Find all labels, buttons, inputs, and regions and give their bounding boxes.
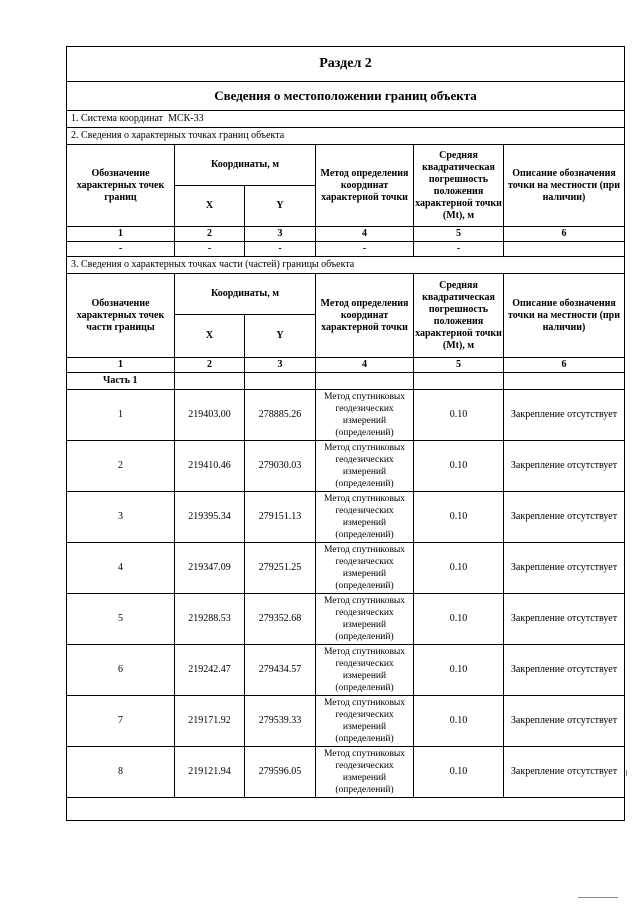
scan-mark (578, 897, 618, 898)
method-cell: Метод спутниковых геодезических измерений (определений) (316, 390, 414, 441)
y-coordinate: 278885.26 (245, 390, 316, 441)
section-title: Раздел 2 (67, 47, 625, 82)
method-cell: Метод спутниковых геодезических измерений (определений) (316, 645, 414, 696)
table1-cell (504, 242, 625, 257)
table2-header-error: Средняя квадратическая погрешность положения характерной точки (Mt), м (414, 274, 504, 358)
column-number: 5 (414, 358, 504, 373)
error-cell: 0.10 (414, 594, 504, 645)
table2-header-method: Метод определения координат характерной точки (316, 274, 414, 358)
column-number: 2 (175, 227, 245, 242)
boundary-table (66, 46, 625, 821)
y-coordinate: 279539.33 (245, 696, 316, 747)
point-number: 7 (67, 696, 175, 747)
column-number: 5 (414, 227, 504, 242)
column-number: 4 (316, 227, 414, 242)
point-number: 1 (67, 390, 175, 441)
column-number: 3 (245, 227, 316, 242)
table1-header-designation: Обозначение характерных точек границ (67, 145, 175, 227)
table2-header-y: Y (245, 315, 316, 358)
table-row (67, 492, 625, 543)
error-cell: 0.10 (414, 441, 504, 492)
point-number: 3 (67, 492, 175, 543)
part-label: Часть 1 (67, 373, 175, 390)
table-row (67, 645, 625, 696)
y-coordinate: 279352.68 (245, 594, 316, 645)
column-number: 4 (316, 358, 414, 373)
table-row (67, 441, 625, 492)
point-number: 4 (67, 543, 175, 594)
x-coordinate: 219395.34 (175, 492, 245, 543)
y-coordinate: 279434.57 (245, 645, 316, 696)
empty-row (67, 798, 625, 821)
point-number: 8 (67, 747, 175, 798)
table1-cell: - (67, 242, 175, 257)
table-row (67, 696, 625, 747)
description-cell: Закрепление отсутствует (504, 441, 625, 492)
description-cell: Закрепление отсутствует (504, 492, 625, 543)
method-cell: Метод спутниковых геодезических измерений (определений) (316, 747, 414, 798)
x-coordinate: 219288.53 (175, 594, 245, 645)
document-sheet (66, 46, 624, 821)
method-cell: Метод спутниковых геодезических измерений (определений) (316, 696, 414, 747)
method-cell: Метод спутниковых геодезических измерений (определений) (316, 492, 414, 543)
section-subtitle: Сведения о местоположении границ объекта (67, 82, 625, 111)
error-cell: 0.10 (414, 696, 504, 747)
table1-cell: - (316, 242, 414, 257)
table1-cell: - (245, 242, 316, 257)
description-cell: Закрепление отсутствует (504, 645, 625, 696)
table1-cell: - (414, 242, 504, 257)
y-coordinate: 279151.13 (245, 492, 316, 543)
point-number: 6 (67, 645, 175, 696)
y-coordinate: 279251.25 (245, 543, 316, 594)
y-coordinate: 279596.05 (245, 747, 316, 798)
table1-header-description: Описание обозначения точки на местности (при наличии) (504, 145, 625, 227)
table-row (67, 543, 625, 594)
error-cell: 0.10 (414, 492, 504, 543)
method-cell: Метод спутниковых геодезических измерений (определений) (316, 543, 414, 594)
table2-header-designation: Обозначение характерных точек части границы (67, 274, 175, 358)
x-coordinate: 219347.09 (175, 543, 245, 594)
x-coordinate: 219410.46 (175, 441, 245, 492)
x-coordinate: 219171.92 (175, 696, 245, 747)
column-number: 2 (175, 358, 245, 373)
table1-caption: 2. Сведения о характерных точках границ объекта (67, 128, 625, 145)
coordinate-system-label: 1. Система координат (71, 113, 164, 124)
table1-header-method: Метод определения координат характерной точки (316, 145, 414, 227)
description-cell: Закрепление отсутствует (504, 747, 625, 798)
coordinate-system (67, 111, 625, 128)
column-number: 3 (245, 358, 316, 373)
column-number: 6 (504, 227, 625, 242)
table-row (67, 594, 625, 645)
table2-header-coords: Координаты, м (175, 274, 316, 315)
table1-cell: - (175, 242, 245, 257)
x-coordinate: 219121.94 (175, 747, 245, 798)
x-coordinate: 219403.00 (175, 390, 245, 441)
table1-header-x: X (175, 186, 245, 227)
point-number: 5 (67, 594, 175, 645)
table1-header-error: Средняя квадратическая погрешность положения характерной точки (Mt), м (414, 145, 504, 227)
table2-caption: 3. Сведения о характерных точках части (частей) границы объекта (67, 257, 625, 274)
table1-header-coords: Координаты, м (175, 145, 316, 186)
description-cell: Закрепление отсутствует (504, 543, 625, 594)
scan-mark (626, 770, 627, 776)
error-cell: 0.10 (414, 390, 504, 441)
column-number: 1 (67, 358, 175, 373)
table-row (67, 747, 625, 798)
point-number: 2 (67, 441, 175, 492)
table2-header-description: Описание обозначения точки на местности (при наличии) (504, 274, 625, 358)
error-cell: 0.10 (414, 747, 504, 798)
column-number: 6 (504, 358, 625, 373)
error-cell: 0.10 (414, 543, 504, 594)
table-row (67, 390, 625, 441)
error-cell: 0.10 (414, 645, 504, 696)
method-cell: Метод спутниковых геодезических измерений (определений) (316, 594, 414, 645)
description-cell: Закрепление отсутствует (504, 594, 625, 645)
method-cell: Метод спутниковых геодезических измерений (определений) (316, 441, 414, 492)
table1-header-y: Y (245, 186, 316, 227)
x-coordinate: 219242.47 (175, 645, 245, 696)
table2-header-x: X (175, 315, 245, 358)
description-cell: Закрепление отсутствует (504, 390, 625, 441)
y-coordinate: 279030.03 (245, 441, 316, 492)
description-cell: Закрепление отсутствует (504, 696, 625, 747)
column-number: 1 (67, 227, 175, 242)
coordinate-system-value: МСК-33 (168, 113, 204, 124)
